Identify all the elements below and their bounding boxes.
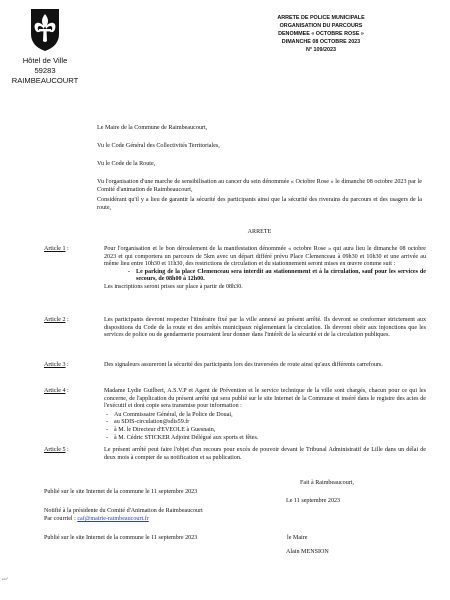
arrete-title: ARRETE bbox=[247, 229, 272, 235]
article-3-label: Article 3 : bbox=[44, 362, 69, 370]
email-prefix: Par courriel : bbox=[44, 516, 76, 522]
mayor-title: le Maire bbox=[287, 535, 308, 541]
mayor-name: Alain MENSION bbox=[286, 549, 329, 555]
recipient-item: - Au Commissaire Général, de la Police de Douai, bbox=[104, 412, 426, 420]
article-4-label: Article 4 : bbox=[44, 388, 69, 396]
fait-a: Fait à Raimbeaucourt, bbox=[300, 480, 354, 486]
arrete-line: DENOMMEE « OCTOBRE ROSE » bbox=[278, 31, 364, 37]
article-1-text: Pour l'organisation et le bon déroulement de la manifestation dénommée « octobre Rose » qui aura lieu le dimanche 08 octobre 2023 et qui comportera un parcours de 5km avec un départ différé prévu Place Clemenceau à 09h30 et 10h30 et une arrivée au même lieu entre 10h30 et 11h30, des restrictions de circulation et du stationnement seront mises en œuvre comme suit : bbox=[104, 246, 426, 268]
vu-code-route: Vu le Code de la Route, bbox=[97, 161, 156, 167]
recipient-item: - à M. Cédric STICKER Adjoint Délégué aux sports et fêtes. bbox=[104, 435, 426, 443]
article-2-label: Article 2 : bbox=[44, 317, 69, 325]
published-notice-1: Publié sur le site Internet de la commune le 11 septembre 2023 bbox=[44, 489, 198, 495]
email-line bbox=[44, 516, 149, 524]
article-1-body bbox=[104, 246, 426, 292]
notified-line: Notifié à la présidente du Comité d'Animation de Raimbeaucourt bbox=[44, 508, 203, 514]
recipient-item: - à M. le Directeur d'EVEOLE à Guesnain, bbox=[104, 427, 426, 435]
arrete-line: ARRETE DE POLICE MUNICIPALE bbox=[277, 15, 365, 21]
arrete-number: N° 109/2023 bbox=[305, 47, 337, 53]
article-5-body: Le présent arrêté peut faire l'objet d'un recours pour excès de pouvoir devant le Tribunal Administratif de Lille dans un délai de deux mois à compter de sa notification et sa publication. bbox=[104, 447, 426, 461]
signature-date: Le 11 septembre 2023 bbox=[286, 498, 341, 504]
article-5-label: Article 5 : bbox=[44, 447, 69, 455]
article-1-bullet: - Le parking de la place Clemenceau sera interdit au stationnement et à la circulation, sauf pour les services de secours, de 08h00 à 12h00. bbox=[126, 269, 426, 284]
arrete-line: ORGANISATION DU PARCOURS bbox=[279, 23, 363, 29]
arrete-header bbox=[256, 14, 386, 54]
article-4-text: Madame Lydie Guilbert, A.S.V.P et Agent de Prévention et le service technique de la ville sont chargés, chacun pour ce qui les concerne, de l'application du présent arrêté qui sera publié sur le site Internet de la Commune et inséré dans le registre des actes de l'exécutif et dont copie sera transmise pour information : bbox=[104, 388, 426, 410]
article-4-body bbox=[104, 388, 426, 442]
arrete-line: DIMANCHE 08 OCTOBRE 2023 bbox=[281, 39, 361, 45]
article-2-body: Les participants devront respecter l'itinéraire fixé par la ville annexé au présent arrêté. Ils devront se conformer strictement aux dispositions du Code de la route et des arrêtés municipaux réglementant la circulation. Ils devront obéir aux injonctions que les services de police ou de gendarmerie pourraient leur donner dans l'intérêt de la sécurité et de la circulation publiques. bbox=[104, 317, 426, 339]
town-address: 59283 RAIMBEAUCOURT bbox=[11, 66, 79, 85]
considerant: Considérant qu'il y a lieu de garantir la sécurité des participants ainsi que la sécurité des riverains du parcours et des usagers de la route, bbox=[97, 197, 422, 211]
town-header bbox=[6, 56, 84, 86]
email-link[interactable]: caf@mairie-raimbeaucourt.fr bbox=[77, 516, 149, 522]
page-corner-mark: sd n° bbox=[2, 577, 9, 581]
vu-organisation: Vu l'organisation d'une marche de sensibilisation au cancer du sein dénommée « Octobre Rose » le dimanche 08 octobre 2023 par le Comité d'animation de Raimbeaucourt, bbox=[97, 179, 422, 193]
article-3-body: Des signaleurs assureront la sécurité des participants lors des traversées de route ainsi qu'aux différents carrefours. bbox=[104, 362, 383, 368]
article-1-bullet-list bbox=[126, 269, 426, 284]
article-1-after: Les inscriptions seront prises sur place à partir de 08h30. bbox=[104, 283, 243, 290]
recipient-item: - au SDIS-circulation@sdis59.fr bbox=[104, 419, 426, 427]
town-hall-label: Hôtel de Ville bbox=[22, 56, 68, 65]
article-1-label: Article 1 : bbox=[44, 246, 69, 254]
article-4-recipient-list bbox=[104, 412, 426, 442]
fleur-de-lis-shield-icon bbox=[30, 8, 60, 52]
published-notice-2: Publié sur le site Internet de la commune le 11 septembre 2023 bbox=[44, 535, 198, 541]
vu-cgct: Vu le Code Général des Collectivités Territoriales, bbox=[97, 143, 220, 149]
mayor-line: Le Maire de la Commune de Raimbeaucourt, bbox=[97, 125, 208, 131]
